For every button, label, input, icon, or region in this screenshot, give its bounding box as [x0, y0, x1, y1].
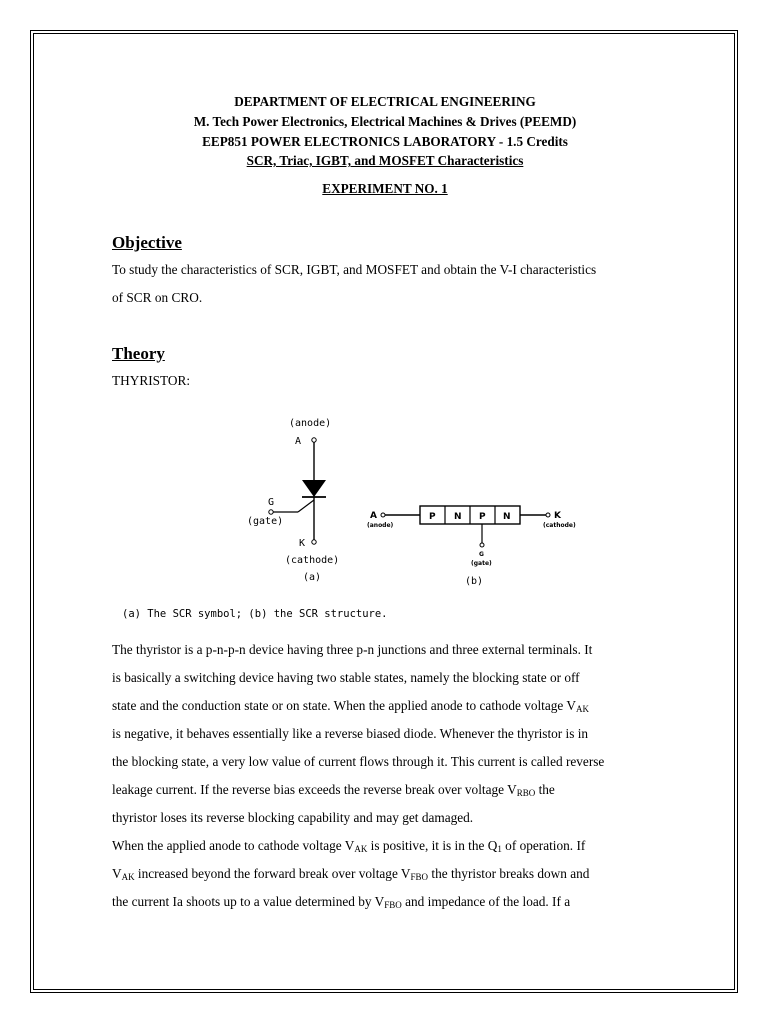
layer-n2: N [503, 512, 511, 522]
structure-caption: (b) [465, 576, 484, 587]
experiment-topic: SCR, Triac, IGBT, and MOSFET Characteristics [246, 153, 524, 168]
p2-line-2-a: V [112, 866, 122, 881]
gate-label: (gate) [247, 516, 284, 527]
p2-line-1-b: is positive, it is in the Q [367, 838, 498, 853]
p2-line-1 [112, 832, 658, 863]
experiment-number: EXPERIMENT NO. 1 [322, 181, 448, 196]
p1-line-3-text: state and the conduction state or on state. When the applied anode to cathode voltage V [112, 698, 577, 713]
p2-line-2-sub1: AK [121, 872, 135, 882]
anode-label: (anode) [289, 418, 332, 429]
p1-line-5: the blocking state, a very low value of current flows through it. This current is called reverse [112, 754, 605, 769]
p1-line-1: The thyristor is a p-n-p-n device having three p-n junctions and three external terminals. It [112, 642, 593, 657]
p1-line-3-sub: AK [576, 704, 590, 714]
p2-line-2 [112, 860, 658, 891]
anode-terminal [312, 438, 316, 442]
department-title: DEPARTMENT OF ELECTRICAL ENGINEERING [234, 94, 536, 109]
p2-line-3-sub: FBO [384, 900, 402, 910]
objective-line-2: of SCR on CRO. [112, 290, 203, 305]
layer-p1: P [429, 512, 436, 522]
p1-line-2: is basically a switching device having two stable states, namely the blocking state or off [112, 670, 580, 685]
objective-line-1: To study the characteristics of SCR, IGBT, and MOSFET and obtain the V-I characteristics [112, 262, 597, 277]
scr-symbol [247, 418, 339, 583]
scr-triangle [302, 480, 326, 497]
structure-gate-label: (gate) [471, 560, 492, 567]
course-title: EEP851 POWER ELECTRONICS LABORATORY - 1.5 Credits [202, 134, 568, 149]
gate-g-label: G [268, 497, 275, 508]
p2-line-1-a: When the applied anode to cathode voltage V [112, 838, 355, 853]
p2-line-3-b: and impedance of the load. If a [401, 894, 571, 909]
p2-line-3-a: the current Ia shoots up to a value determined by V [112, 894, 385, 909]
scr-structure [367, 506, 576, 587]
structure-cathode-terminal [546, 513, 550, 517]
cathode-terminal [312, 540, 316, 544]
p2-line-2-sub2: FBO [410, 872, 429, 882]
symbol-caption: (a) [303, 572, 322, 583]
program-title: M. Tech Power Electronics, Electrical Machines & Drives (PEEMD) [193, 114, 577, 129]
p2-line-2-b: increased beyond the forward break over voltage V [134, 866, 411, 881]
figure-caption: (a) The SCR symbol; (b) the SCR structure. [122, 608, 388, 620]
thyristor-subheading: THYRISTOR: [112, 373, 191, 388]
layer-p2: P [479, 512, 486, 522]
p2-line-1-sub2: 1 [497, 844, 502, 854]
cathode-label: (cathode) [285, 555, 340, 566]
p2-line-1-sub1: AK [354, 844, 368, 854]
cathode-k-label: K [299, 538, 306, 549]
gate-terminal [269, 510, 273, 514]
structure-anode-terminal [381, 513, 385, 517]
objective-heading: Objective [112, 233, 182, 252]
structure-a-label: A [370, 511, 377, 521]
p1-line-6-sub: RBO [516, 788, 536, 798]
structure-g-label: G [479, 551, 484, 558]
p1-line-6-a: leakage current. If the reverse bias exceeds the reverse break over voltage V [112, 782, 517, 797]
anode-a-label: A [295, 436, 302, 447]
structure-gate-terminal [480, 543, 484, 547]
p1-line-3 [112, 692, 658, 723]
p2-line-3 [112, 888, 658, 919]
structure-cathode-label: (cathode) [543, 522, 576, 529]
p1-line-7: thyristor loses its reverse blocking capability and may get damaged. [112, 810, 474, 825]
theory-heading: Theory [112, 344, 165, 363]
structure-anode-label: (anode) [367, 522, 394, 529]
p2-line-2-c: the thyristor breaks down and [428, 866, 590, 881]
p1-line-4: is negative, it behaves essentially like a reverse biased diode. Whenever the thyristor is in [112, 726, 589, 741]
gate-lead-diagonal [298, 500, 314, 512]
structure-k-label: K [554, 511, 561, 521]
p1-line-6 [112, 776, 658, 807]
p1-line-6-b: the [535, 782, 555, 797]
p2-line-1-c: of operation. If [501, 838, 586, 853]
layer-n1: N [454, 512, 462, 522]
